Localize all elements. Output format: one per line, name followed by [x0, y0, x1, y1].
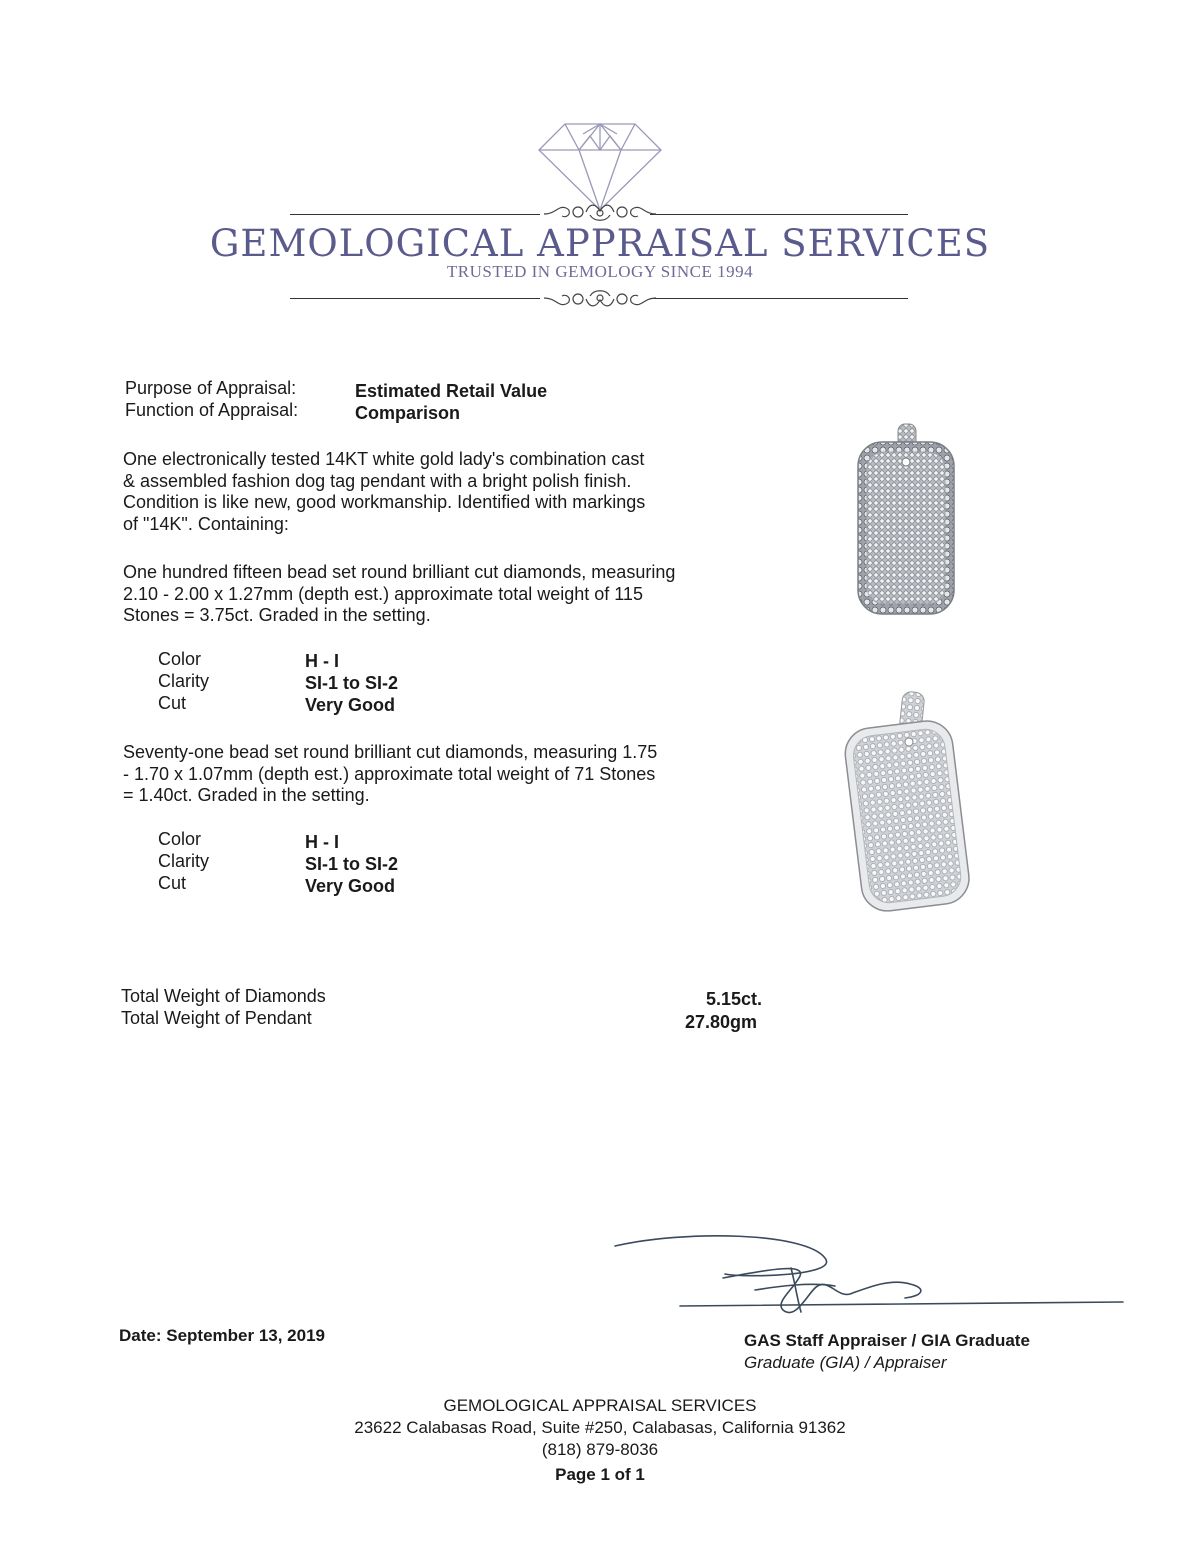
grade-label-cut: Cut: [158, 693, 187, 713]
stone-description-line: Seventy-one bead set round brilliant cut diamonds, measuring 1.75: [123, 742, 658, 762]
footer-phone: (818) 879-8036: [541, 1440, 659, 1459]
flourish-ornament-icon: [542, 285, 658, 311]
footer-company-name: GEMOLOGICAL APPRAISAL SERVICES: [443, 1396, 757, 1415]
stone-group-1-description: [123, 562, 763, 627]
stone-description-line: 2.10 - 2.00 x 1.27mm (depth est.) approximate total weight of 115: [123, 583, 643, 604]
header-rule-top-right: [650, 214, 908, 215]
stone-description-line: = 1.40ct. Graded in the setting.: [123, 785, 370, 805]
diamond-outline-icon: [535, 112, 665, 212]
total-pendant-value: 27.80gm: [685, 1012, 758, 1032]
header-rule-bottom-right: [650, 298, 908, 299]
function-value: Comparison: [355, 403, 461, 423]
header-rule-top-left: [290, 214, 540, 215]
stone-description-line: - 1.70 x 1.07mm (depth est.) approximate total weight of 71 Stones: [123, 763, 656, 784]
grade-value-color: H - I: [305, 651, 339, 671]
total-pendant-label: Total Weight of Pendant: [121, 1008, 312, 1028]
footer-address: 23622 Calabasas Road, Suite #250, Calabasas, California 91362: [354, 1418, 846, 1437]
description-line: Condition is like new, good workmanship. Identified with markings: [123, 492, 646, 512]
header-rule-bottom-left: [290, 298, 540, 299]
page-number: Page 1 of 1: [555, 1465, 645, 1484]
stone-description-line: Stones = 3.75ct. Graded in the setting.: [123, 605, 431, 625]
appraiser-title: GAS Staff Appraiser / GIA Graduate: [744, 1331, 1030, 1350]
grade-value-clarity: SI-1 to SI-2: [305, 673, 399, 693]
pendant-photo-front: [855, 422, 957, 616]
company-name: GEMOLOGICAL APPRAISAL SERVICES: [209, 222, 991, 265]
description-line: & assembled fashion dog tag pendant with a bright polish finish.: [123, 470, 632, 491]
grade-label-clarity: Clarity: [158, 671, 210, 691]
description-line: One electronically tested 14KT white gold lady's combination cast: [123, 449, 645, 469]
total-diamonds-value: 5.15ct.: [706, 989, 763, 1009]
description-line: of "14K". Containing:: [123, 513, 289, 534]
function-label: Function of Appraisal:: [125, 400, 299, 420]
pendant-photo-angled: [843, 690, 971, 912]
grade-label-clarity: Clarity: [158, 851, 210, 871]
stone-group-2-description: [123, 742, 763, 807]
purpose-value: Estimated Retail Value: [355, 381, 548, 401]
grade-value-cut: Very Good: [305, 876, 396, 896]
appraisal-date: Date: September 13, 2019: [119, 1326, 325, 1345]
appraiser-subtitle: Graduate (GIA) / Appraiser: [744, 1353, 947, 1372]
grade-value-clarity: SI-1 to SI-2: [305, 854, 399, 874]
purpose-label: Purpose of Appraisal:: [125, 378, 297, 398]
grade-value-color: H - I: [305, 832, 339, 852]
grade-label-color: Color: [158, 829, 202, 849]
grade-value-cut: Very Good: [305, 695, 396, 715]
appraiser-signature: [605, 1228, 1125, 1328]
grade-label-cut: Cut: [158, 873, 187, 893]
company-tagline: TRUSTED IN GEMOLOGY SINCE 1994: [446, 262, 754, 281]
stone-description-line: One hundred fifteen bead set round brilliant cut diamonds, measuring: [123, 562, 676, 582]
total-diamonds-label: Total Weight of Diamonds: [121, 986, 326, 1006]
grade-label-color: Color: [158, 649, 202, 669]
item-description: [123, 449, 763, 535]
